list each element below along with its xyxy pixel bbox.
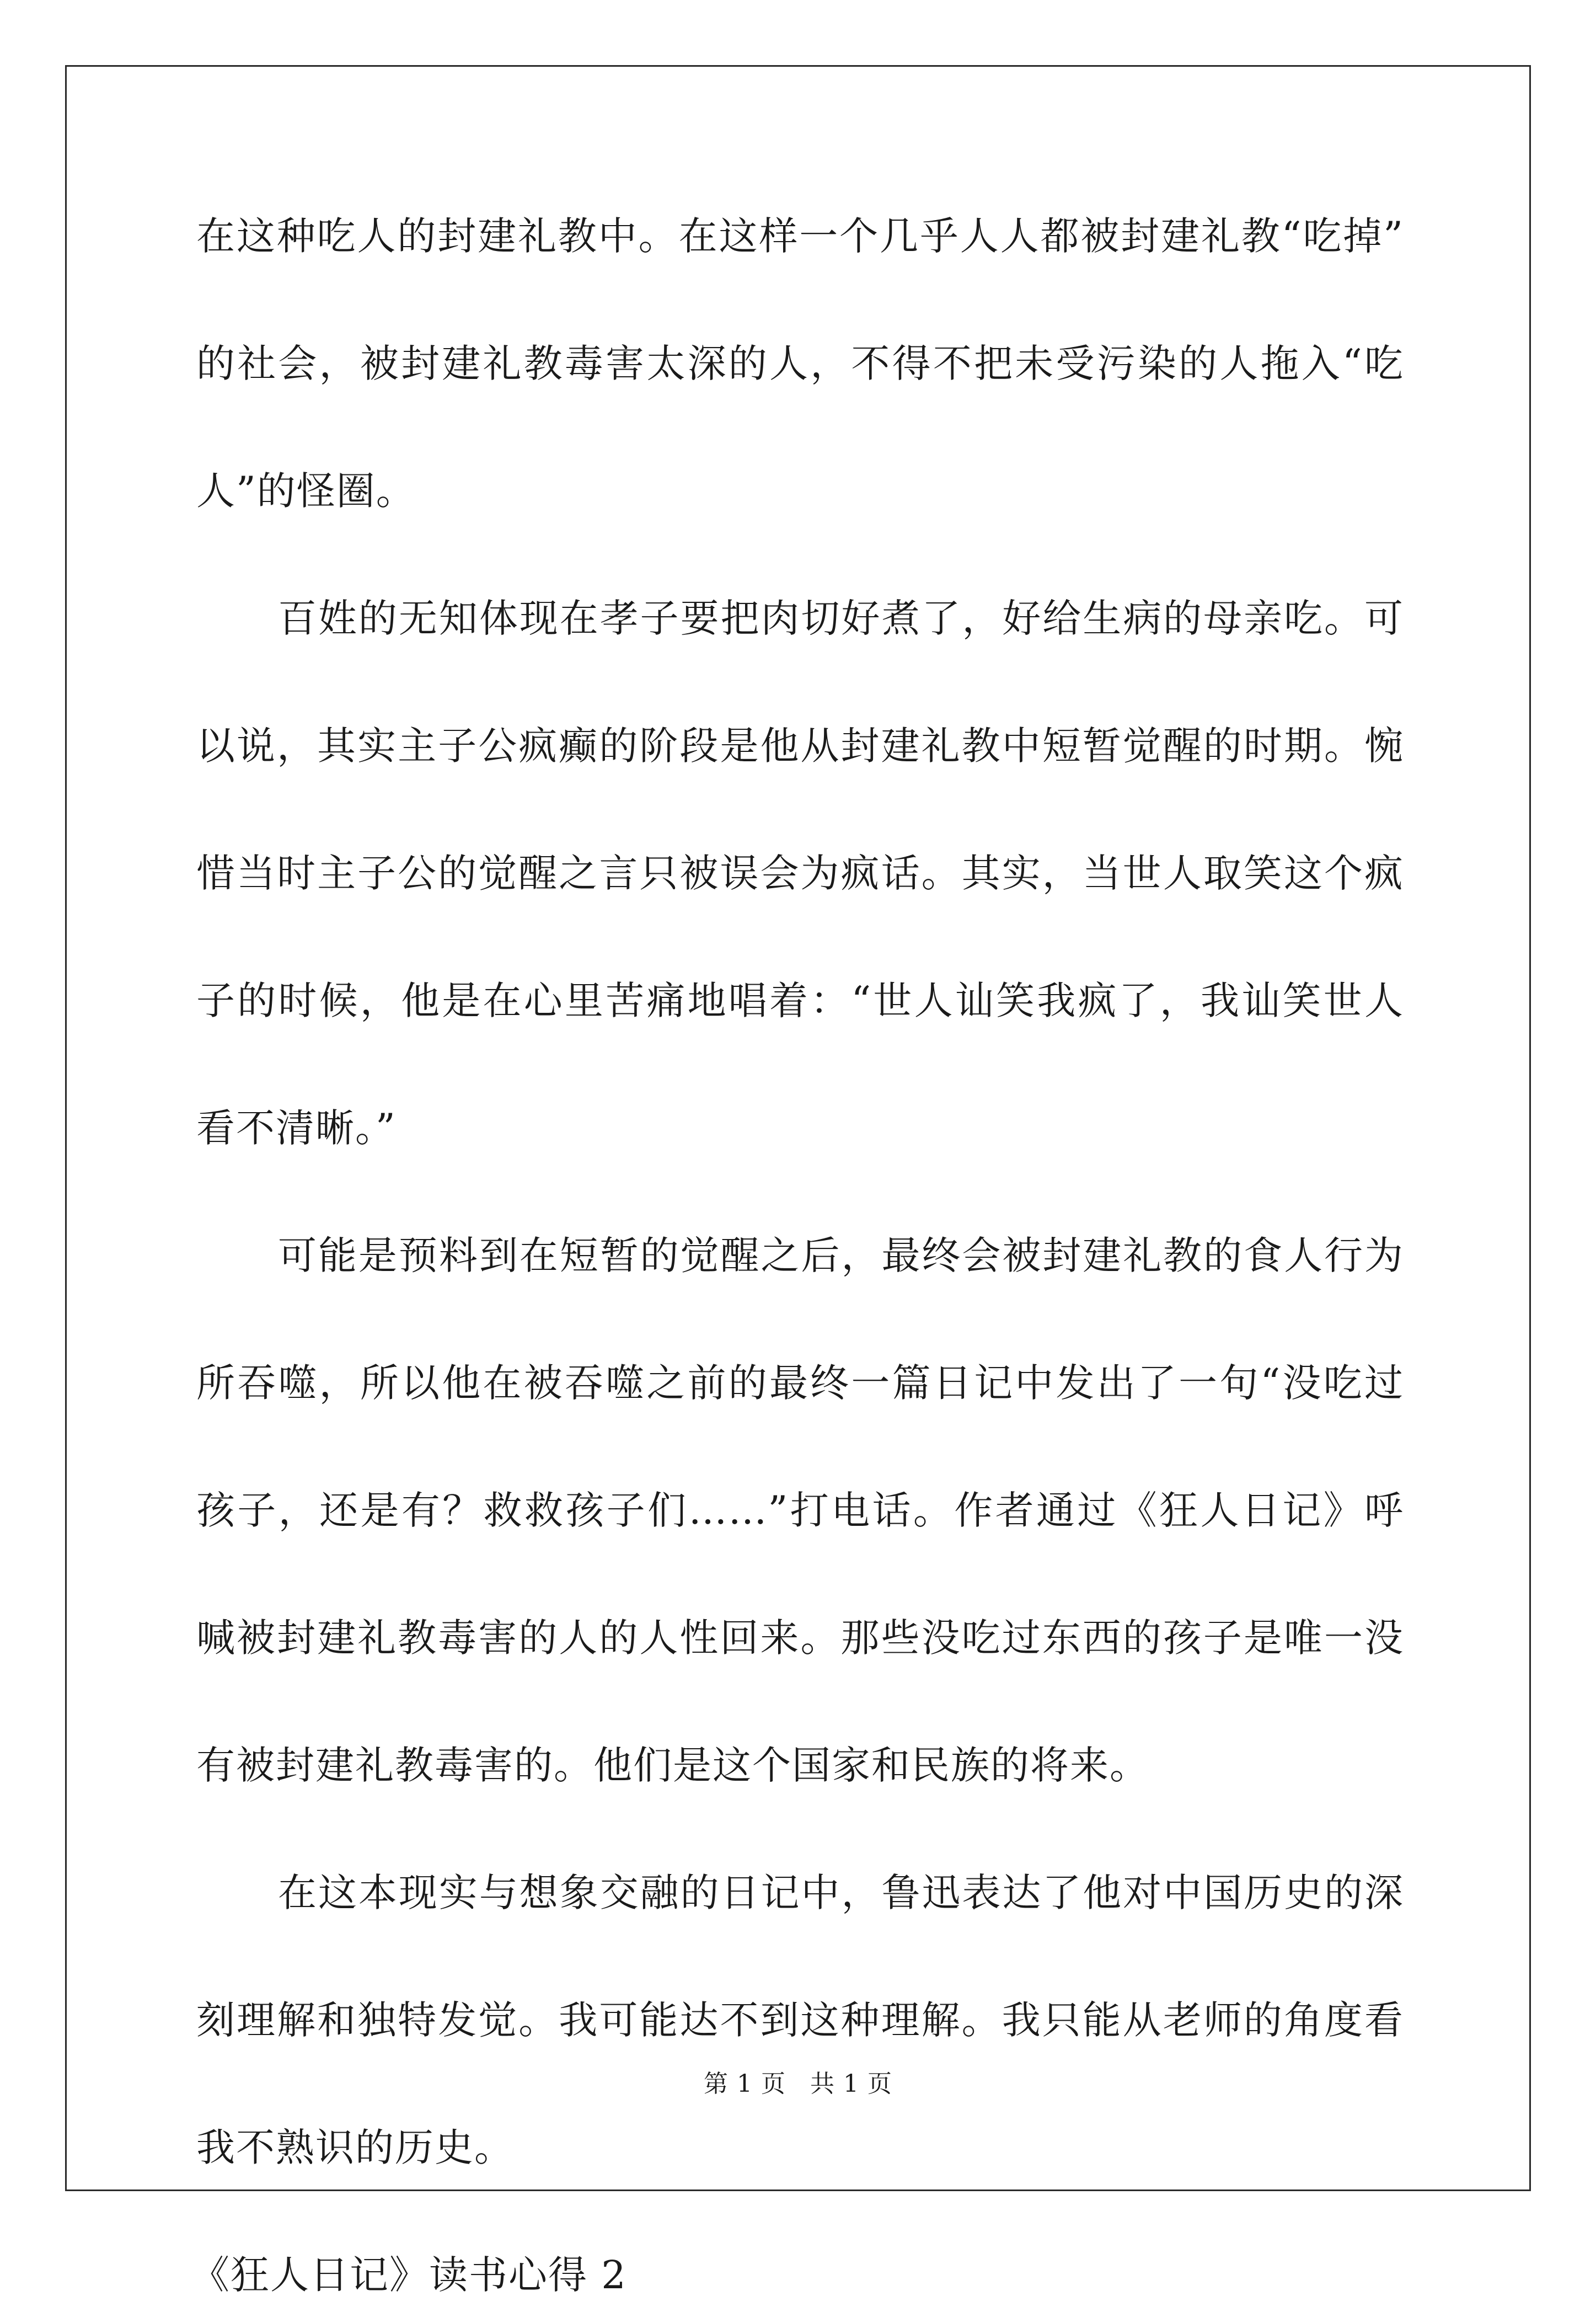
paragraph-line: 我不熟识的历史。 bbox=[196, 2125, 514, 2170]
page-total: 共 1 页 bbox=[810, 2070, 892, 2098]
paragraph-line: 惜当时主子公的觉醒之言只被误会为疯话。其实，当世人取笑这个疯 bbox=[196, 851, 1404, 896]
paragraph-line: 在这种吃人的封建礼教中。在这样一个几乎人人都被封建礼教“吃掉” bbox=[196, 213, 1404, 259]
paragraph-line: 刻理解和独特发觉。我可能达不到这种理解。我只能从老师的角度看 bbox=[196, 1998, 1404, 2043]
paragraph-line: 子的时候，他是在心里苦痛地唱着：“世人讪笑我疯了，我讪笑世人 bbox=[196, 978, 1404, 1023]
paragraph-line: 的社会，被封建礼教毒害太深的人，不得不把未受污染的人拖入“吃 bbox=[196, 341, 1404, 386]
paragraph-line: 在这本现实与想象交融的日记中，鲁迅表达了他对中国历史的深 bbox=[278, 1870, 1404, 1915]
page-footer bbox=[0, 2069, 1596, 2100]
paragraph-line: 人”的怪圈。 bbox=[196, 468, 416, 514]
paragraph-line: 孩子，还是有？救救孩子们……”打电话。作者通过《狂人日记》呼 bbox=[196, 1488, 1404, 1533]
paragraph-line: 百姓的无知体现在孝子要把肉切好煮了，好给生病的母亲吃。可 bbox=[278, 596, 1404, 641]
section-heading: 《狂人日记》读书心得 2 bbox=[191, 2252, 627, 2298]
page-number: 第 1 页 bbox=[704, 2070, 786, 2098]
paragraph-line: 有被封建礼教毒害的。他们是这个国家和民族的将来。 bbox=[196, 1743, 1149, 1788]
paragraph-line: 喊被封建礼教毒害的人的人性回来。那些没吃过东西的孩子是唯一没 bbox=[196, 1615, 1404, 1660]
paragraph-line: 所吞噬，所以他在被吞噬之前的最终一篇日记中发出了一句“没吃过 bbox=[196, 1360, 1404, 1406]
paragraph-line: 以说，其实主子公疯癫的阶段是他从封建礼教中短暂觉醒的时期。惋 bbox=[196, 723, 1404, 768]
paragraph-line: 可能是预料到在短暂的觉醒之后，最终会被封建礼教的食人行为 bbox=[278, 1233, 1404, 1278]
document-body bbox=[191, 204, 1404, 2307]
paragraph-line: 看不清晰。” bbox=[196, 1106, 397, 1151]
